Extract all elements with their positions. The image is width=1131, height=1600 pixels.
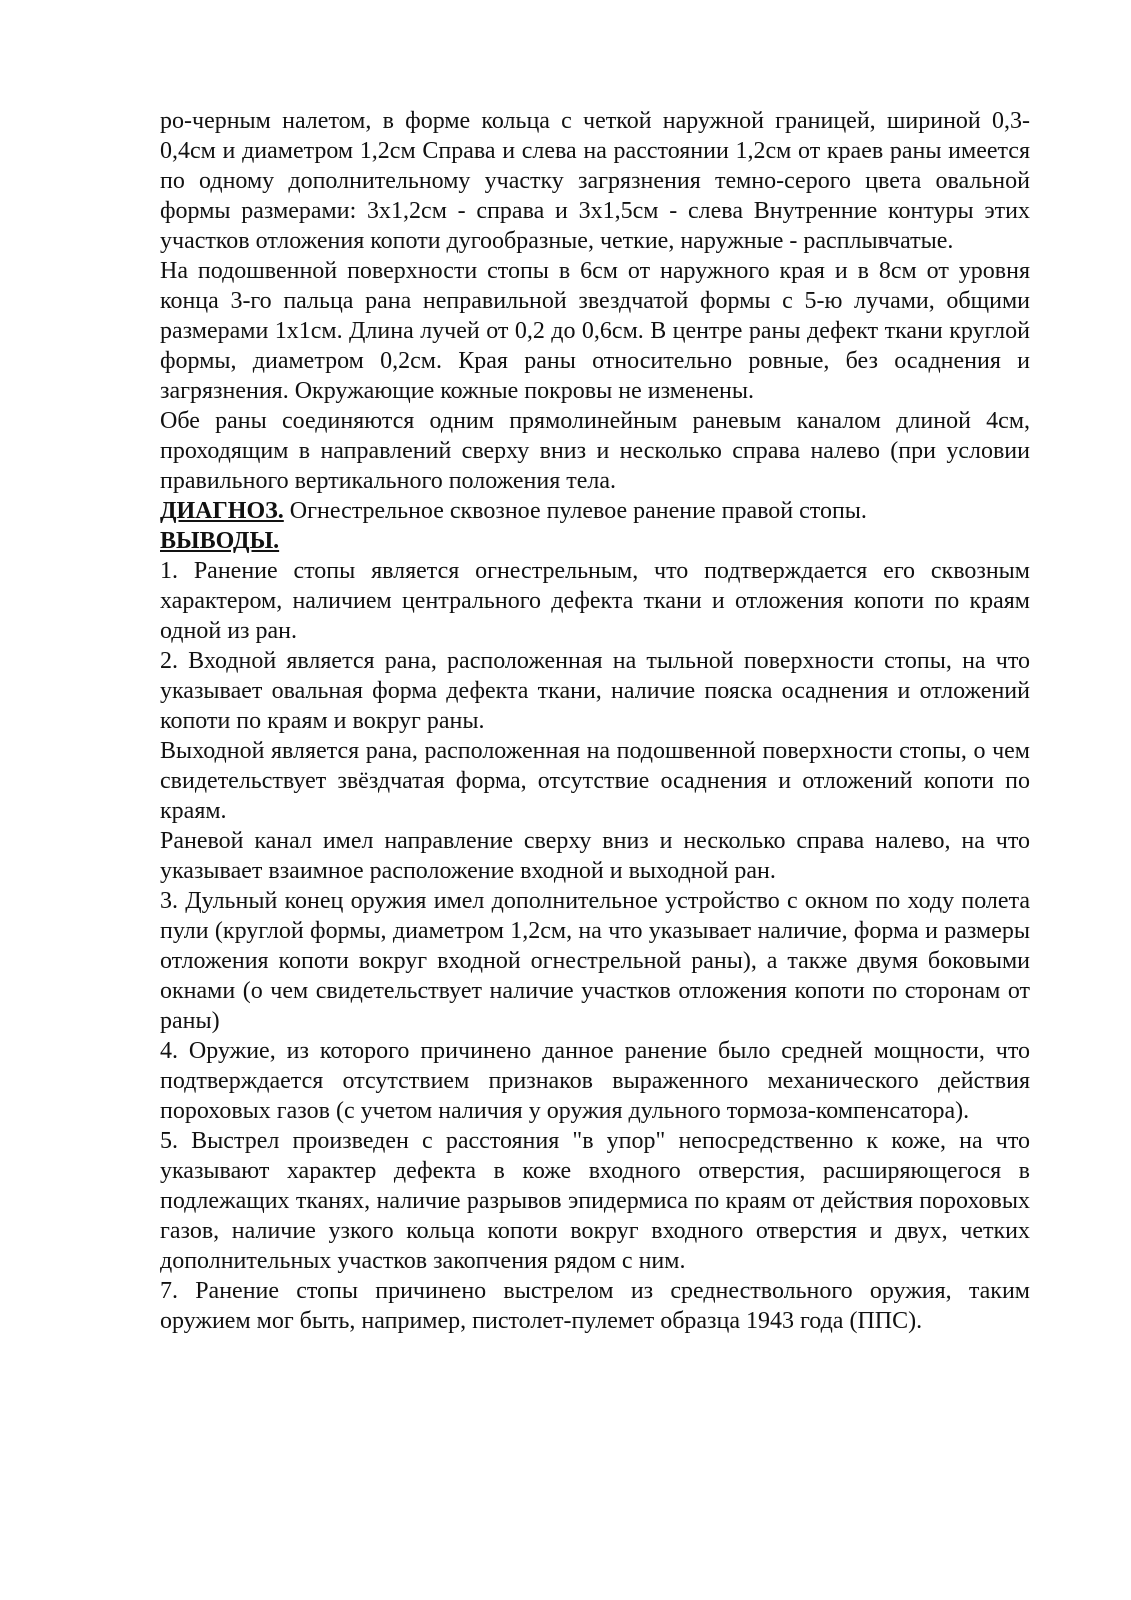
conclusion-item: Выходной является рана, расположенная на подошвенной поверхности стопы, о чем свидетельствует звёздчатая форма, отсутствие осаднения и отложений копоти по краям. <box>160 738 1030 824</box>
diagnosis-line <box>160 496 1030 526</box>
conclusion-item: 3. Дульный конец оружия имел дополнительное устройство с окном по ходу полета пули (круглой формы, диаметром 1,2см, на что указывает наличие, форма и размеры отложения копоти вокруг входной огнестрельной раны), а также двумя боковыми окнами (о чем свидетельствует наличие участков отложения копоти по сторонам от раны) <box>160 888 1030 1034</box>
paragraph-wound-channel: Обе раны соединяются одним прямолинейным раневым каналом длиной 4см, проходящим в направлений сверху вниз и несколько справа налево (при условии правильного вертикального положения тела. <box>160 408 1030 494</box>
conclusion-item: 1. Ранение стопы является огнестрельным, что подтверждается его сквозным характером, наличием центрального дефекта ткани и отложения копоти по краям одной из ран. <box>160 558 1030 644</box>
conclusion-item: 2. Входной является рана, расположенная на тыльной поверхности стопы, на что указывает овальная форма дефекта ткани, наличие пояска осаднения и отложений копоти по краям и вокруг раны. <box>160 648 1030 734</box>
conclusion-item: 7. Ранение стопы причинено выстрелом из среднествольного оружия, таким оружием мог быть, например, пистолет-пулемет образца 1943 года (ППС). <box>160 1278 1030 1334</box>
document-page <box>160 106 1030 1336</box>
conclusion-item: 5. Выстрел произведен с расстояния "в упор" непосредственно к коже, на что указывают характер дефекта в коже входного отверстия, расширяющегося в подлежащих тканях, наличие разрывов эпидермиса по краям от действия пороховых газов, наличие узкого кольца копоти вокруг входного отверстия и двух, четких дополнительных участков закопчения рядом с ним. <box>160 1128 1030 1274</box>
conclusions-heading: ВЫВОДЫ. <box>160 528 280 554</box>
diagnosis-text: Огнестрельное сквозное пулевое ранение правой стопы. <box>283 498 867 524</box>
conclusion-item: 4. Оружие, из которого причинено данное ранение было средней мощности, что подтверждается отсутствием признаков выраженного механического действия пороховых газов (с учетом наличия у оружия дульного тормоза-компенсатора). <box>160 1038 1030 1124</box>
paragraph-wound-entry-description: ро-черным налетом, в форме кольца с четкой наружной границей, шириной 0,3-0,4см и диаметром 1,2см Справа и слева на расстоянии 1,2см от краев раны имеется по одному дополнительному участку загрязнения темно-серого цвета овальной формы размерами: 3х1,2см - справа и 3х1,5см - слева Внутренние контуры этих участков отложения копоти дугообразные, четкие, наружные - расплывчатые. <box>160 108 1030 254</box>
diagnosis-label: ДИАГНОЗ. <box>160 498 284 524</box>
paragraph-wound-exit-description: На подошвенной поверхности стопы в 6см от наружного края и в 8см от уровня конца 3-го пальца рана неправильной звездчатой формы с 5-ю лучами, общими размерами 1х1см. Длина лучей от 0,2 до 0,6см. В центре раны дефект ткани круглой формы, диаметром 0,2см. Края раны относительно ровные, без осаднения и загрязнения. Окружающие кожные покровы не изменены. <box>160 258 1030 404</box>
conclusion-item: Раневой канал имел направление сверху вниз и несколько справа налево, на что указывает взаимное расположение входной и выходной ран. <box>160 828 1030 884</box>
